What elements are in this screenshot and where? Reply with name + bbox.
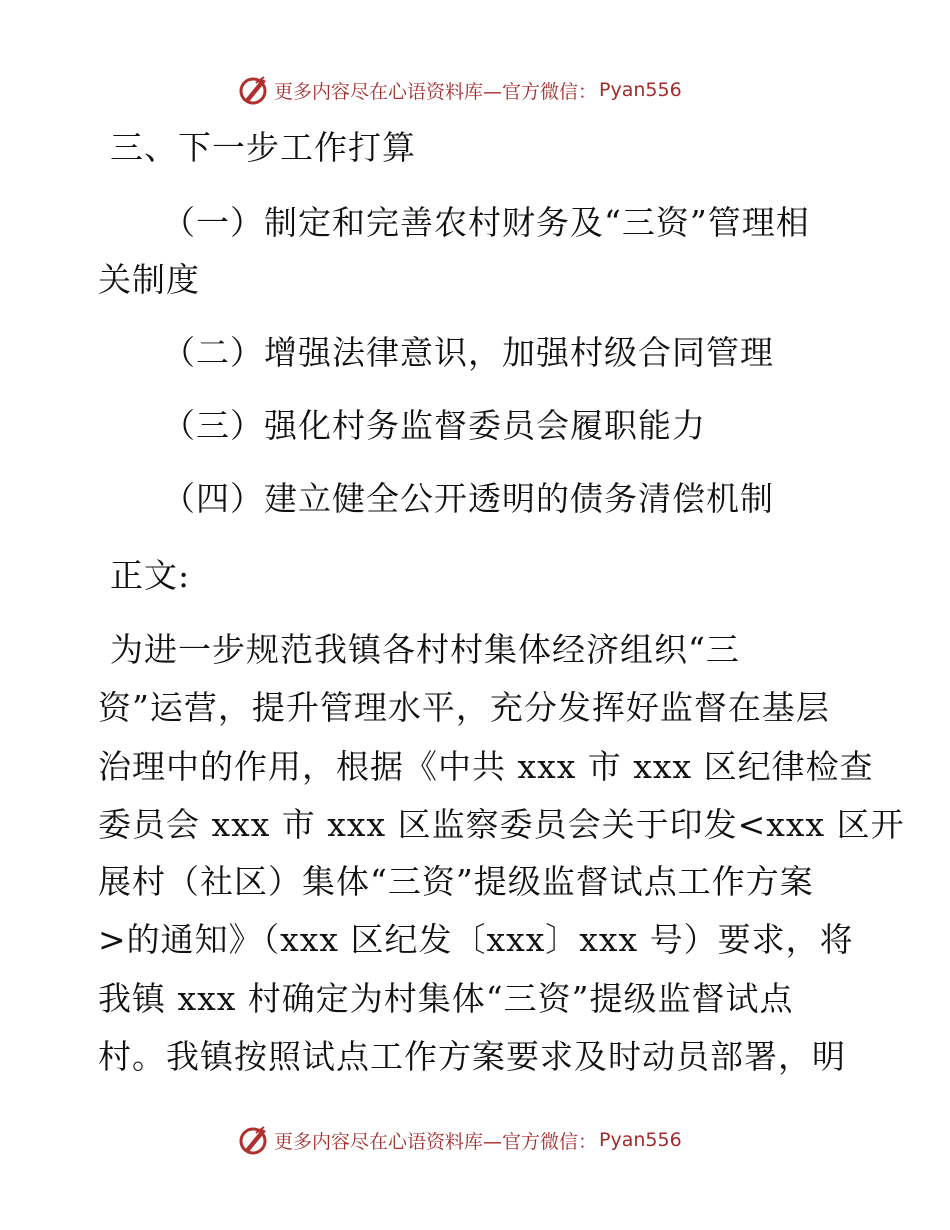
banner-wechat-id: Pyan556 <box>599 79 682 101</box>
item-2: （二）增强法律意识，加强村级合同管理 <box>162 333 774 372</box>
item-1: （一）制定和完善农村财务及“三资”管理相 <box>162 203 810 242</box>
section-heading: 三、下一步工作打算 <box>110 128 416 167</box>
item-3: （三）强化村务监督委员会履职能力 <box>162 406 706 445</box>
body-line: 展村（社区）集体“三资”提级监督试点工作方案 <box>98 862 814 901</box>
body-line: 我镇 xxx 村确定为村集体“三资”提级监督试点 <box>98 979 794 1018</box>
feather-logo-icon <box>236 1123 270 1157</box>
body-line: 资”运营，提升管理水平，充分发挥好监督在基层 <box>98 688 830 727</box>
footer-banner <box>236 1122 682 1158</box>
feather-logo-icon <box>236 73 270 107</box>
item-4: （四）建立健全公开透明的债务清偿机制 <box>162 479 774 518</box>
banner-wechat-id: Pyan556 <box>599 1129 682 1151</box>
body-label: 正文: <box>110 556 191 595</box>
body-line: 为进一步规范我镇各村村集体经济组织“三 <box>110 630 740 669</box>
body-line: 村。我镇按照试点工作方案要求及时动员部署，明 <box>98 1037 846 1076</box>
body-line: >的通知》（xxx 区纪发〔xxx〕xxx 号）要求，将 <box>98 920 854 959</box>
banner-text: 更多内容尽在心语资料库—官方微信： <box>274 80 598 103</box>
body-line: 委员会 xxx 市 xxx 区监察委员会关于印发<xxx 区开 <box>98 805 905 844</box>
item-1-continued: 关制度 <box>98 260 200 299</box>
banner-text: 更多内容尽在心语资料库—官方微信： <box>274 1130 598 1153</box>
header-banner <box>236 72 682 108</box>
body-line: 治理中的作用，根据《中共 xxx 市 xxx 区纪律检查 <box>98 747 874 786</box>
